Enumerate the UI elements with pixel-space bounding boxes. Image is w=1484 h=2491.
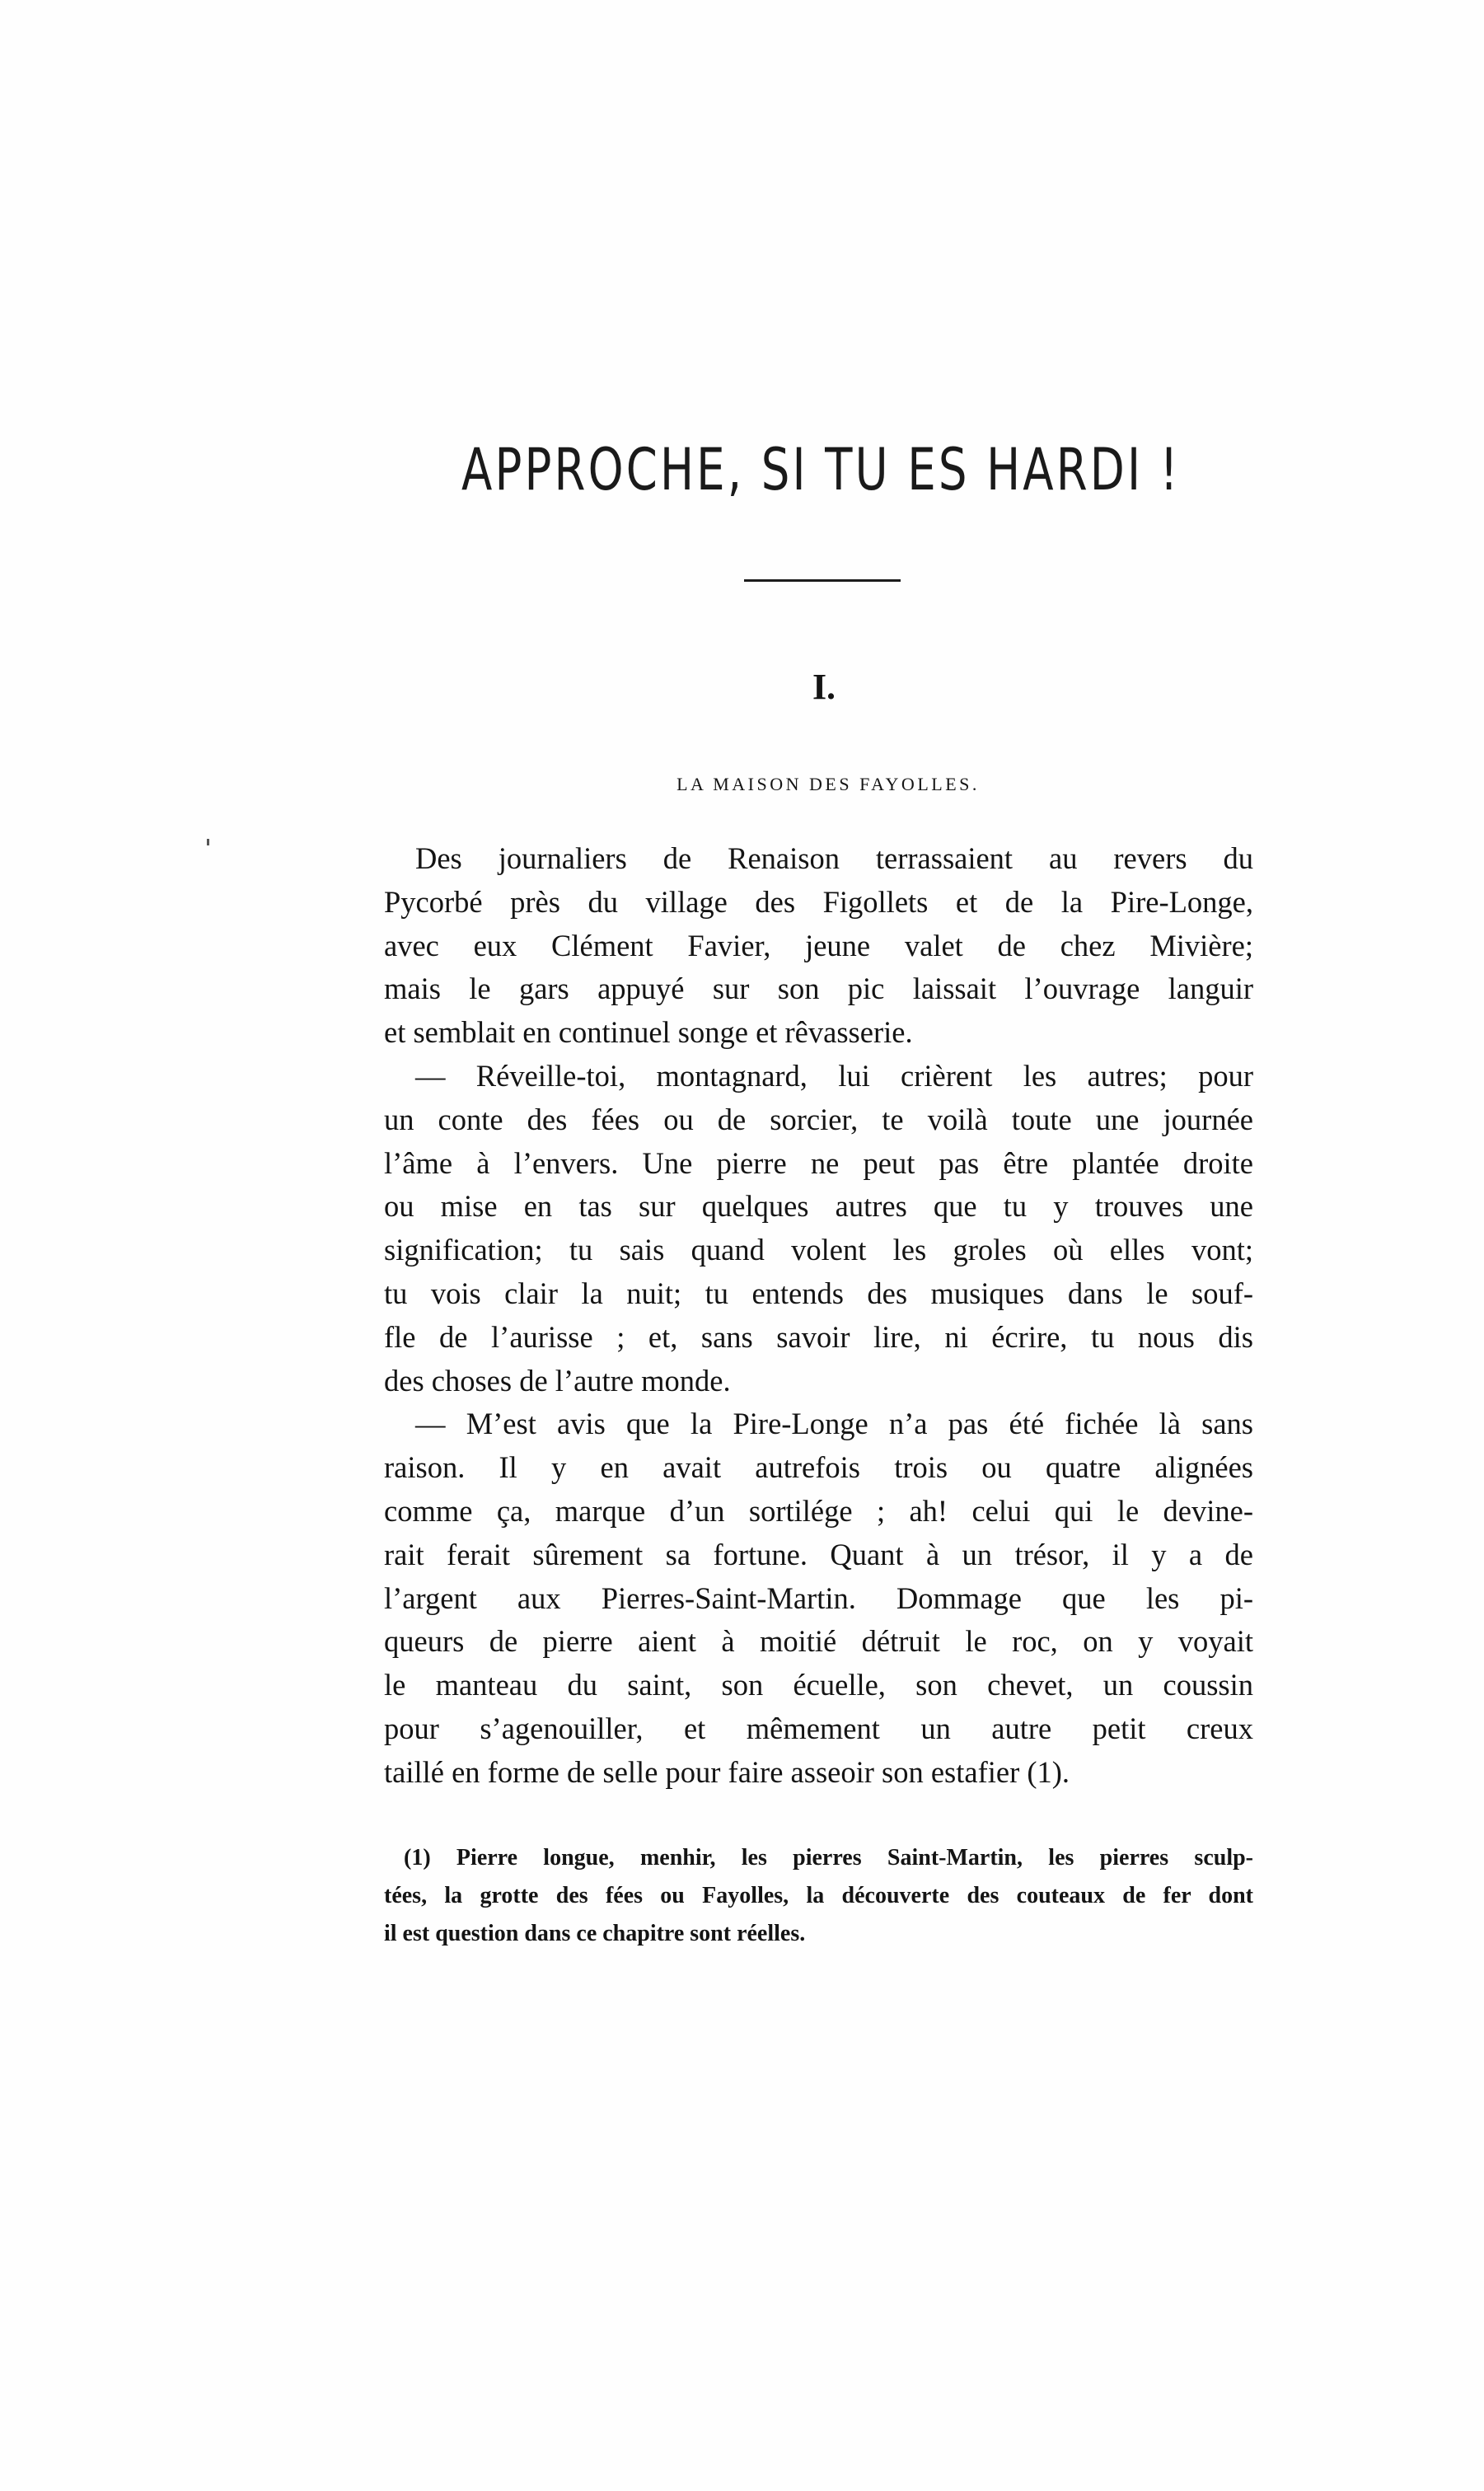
text-line: l’argent aux Pierres-Saint-Martin. Dommage que les pi- (384, 1580, 1253, 1615)
body-text (384, 837, 1253, 1795)
footnote-line: il est question dans ce chapitre sont réelles. (384, 1921, 806, 1946)
page-title: APPROCHE, SI TU ES HARDI ! (461, 436, 1181, 503)
text-line: signification; tu sais quand volent les groles où elles vont; (384, 1233, 1253, 1267)
text-line: rait ferait sûrement sa fortune. Quant à un trésor, il y a de (384, 1537, 1253, 1571)
text-line: Pycorbé près du village des Figollets et de la Pire-Longe, (384, 884, 1253, 919)
text-line: pour s’agenouiller, et mêmement un autre petit creux (384, 1711, 1253, 1745)
text-line: mais le gars appuyé sur son pic laissait l’ouvrage languir (384, 972, 1253, 1006)
text-line: ou mise en tas sur quelques autres que tu y trouves une (384, 1189, 1253, 1224)
title-divider-rule (744, 579, 901, 582)
chapter-title: LA MAISON DES FAYOLLES. (676, 774, 980, 794)
text-line: l’âme à l’envers. Une pierre ne peut pas être plantée droite (384, 1145, 1253, 1180)
text-line: taillé en forme de selle pour faire asseoir son estafier (1). (384, 1754, 1070, 1789)
text-line: un conte des fées ou de sorcier, te voilà toute une journée (384, 1102, 1253, 1136)
text-line: tu vois clair la nuit; tu entends des musiques dans le souf- (384, 1276, 1253, 1310)
text-line: avec eux Clément Favier, jeune valet de chez Mivière; (384, 928, 1253, 962)
text-line: raison. Il y en avait autrefois trois ou quatre alignées (384, 1450, 1253, 1485)
footnote-line: tées, la grotte des fées ou Fayolles, la découverte des couteaux de fer dont (384, 1883, 1253, 1908)
text-line: le manteau du saint, son écuelle, son chevet, un coussin (384, 1668, 1253, 1702)
text-line: Des journaliers de Renaison terrassaient au revers du (415, 841, 1253, 875)
chapter-number: I. (812, 667, 836, 707)
stray-ink-mark (207, 839, 209, 845)
text-line: queurs de pierre aient à moitié détruit le roc, on y voyait (384, 1624, 1253, 1659)
text-line: — Réveille-toi, montagnard, lui crièrent les autres; pour (415, 1058, 1253, 1093)
text-line: des choses de l’autre monde. (384, 1363, 731, 1398)
text-line: et semblait en continuel songe et rêvasserie. (384, 1015, 913, 1050)
text-line: — M’est avis que la Pire-Longe n’a pas été fichée là sans (415, 1407, 1253, 1441)
footnote (384, 1839, 1253, 1953)
text-line: comme ça, marque d’un sortilége ; ah! celui qui le devine- (384, 1493, 1253, 1528)
text-line: fle de l’aurisse ; et, sans savoir lire, ni écrire, tu nous dis (384, 1319, 1253, 1354)
footnote-line: (1) Pierre longue, menhir, les pierres Saint-Martin, les pierres sculp- (404, 1845, 1253, 1871)
